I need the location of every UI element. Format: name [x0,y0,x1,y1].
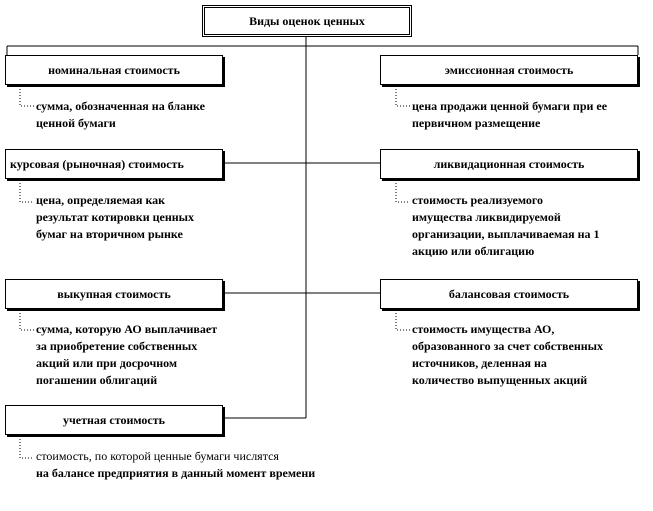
balance-desc-connector [396,310,410,330]
market-desc-connector [20,180,34,202]
desc-redemption-value [36,321,217,389]
desc-line: ценной бумаги [36,116,116,130]
desc-line: погашении облигаций [36,373,158,387]
accounting-desc-connector [20,436,34,458]
emission-desc-connector [396,86,410,106]
desc-line: источников, деленная на [412,356,547,370]
box-accounting-value-label: учетная стоимость [63,413,165,427]
box-balance-value-label: балансовая стоимость [448,287,570,301]
desc-line: стоимость реализуемого [412,193,544,207]
desc-line: результат котировки ценных [36,210,195,224]
desc-accounting-value [36,448,315,482]
desc-line: количество выпущенных акций [412,373,588,387]
desc-line: стоимость, по которой ценные бумаги числятся [36,449,279,463]
box-nominal-value [5,55,223,85]
desc-line: цена, определяемая как [36,193,166,207]
box-liquidation-value [380,149,638,179]
desc-line: на балансе предприятия в данный момент времени [36,466,316,480]
desc-line: сумма, которую АО выплачивает [36,322,218,336]
desc-line: акций или при досрочном [36,356,178,370]
box-redemption-value-label: выкупная стоимость [57,287,171,301]
desc-line: за приобретение собственных [36,339,198,353]
desc-line: бумаг на вторичном рынке [36,227,183,241]
desc-line: акцию или облигацию [412,244,535,258]
redemption-desc-connector [20,310,34,330]
desc-line: цена продажи ценной бумаги при ее [412,99,608,113]
box-market-value-label: курсовая (рыночная) стоимость [10,157,184,171]
box-accounting-value [5,405,223,435]
desc-emission-value [412,98,607,132]
desc-balance-value [412,321,603,389]
box-redemption-value [5,279,223,309]
diagram-title [202,5,412,37]
desc-market-value [36,192,194,243]
box-market-value [5,149,223,179]
box-emission-value [380,55,638,85]
liquidation-desc-connector [396,180,410,202]
box-nominal-value-label: номинальная стоимость [48,63,180,77]
desc-line: первичном размещение [412,116,541,130]
diagram-title-text: Виды оценок ценных [249,14,365,28]
desc-nominal-value [36,98,205,132]
nominal-desc-connector [20,86,34,106]
desc-line: стоимость имущества АО, [412,322,555,336]
desc-line: организации, выплачиваемая на 1 [412,227,600,241]
desc-line: имущества ликвидируемой [412,210,561,224]
desc-line: образованного за счет собственных [412,339,604,353]
desc-liquidation-value [412,192,600,260]
box-balance-value [380,279,638,309]
desc-line: сумма, обозначенная на бланке [36,99,205,113]
box-emission-value-label: эмиссионная стоимость [444,63,574,77]
box-liquidation-value-label: ликвидационная стоимость [433,157,585,171]
